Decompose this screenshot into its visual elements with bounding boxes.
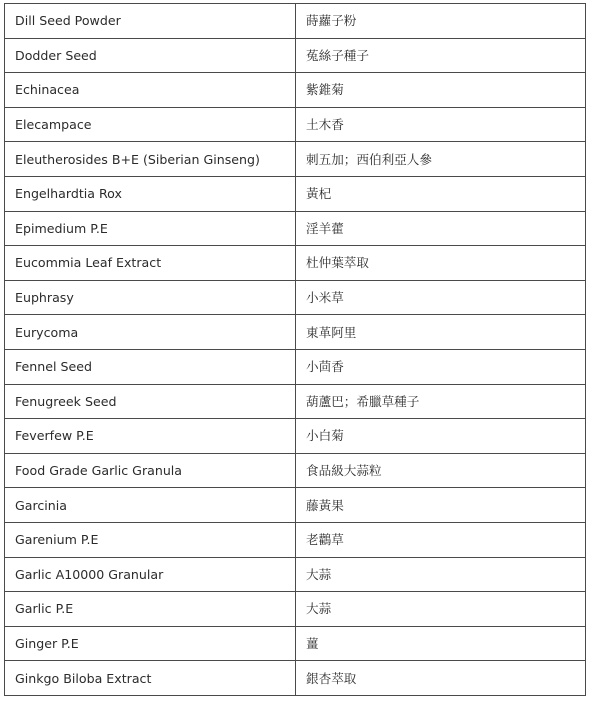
table-row	[5, 246, 586, 281]
english-name-cell: Ginkgo Biloba Extract	[5, 661, 296, 696]
herb-table-body	[5, 4, 586, 696]
english-name-cell: Elecampace	[5, 107, 296, 142]
english-name-cell: Garlic P.E	[5, 592, 296, 627]
english-name-cell: Dodder Seed	[5, 38, 296, 73]
english-name-cell: Dill Seed Powder	[5, 4, 296, 39]
chinese-name-cell: 大蒜	[296, 592, 586, 627]
english-name-cell: Feverfew P.E	[5, 419, 296, 454]
table-row	[5, 38, 586, 73]
chinese-name-cell: 葫蘆巴；希臘草種子	[296, 384, 586, 419]
english-name-cell: Eleutherosides B+E (Siberian Ginseng)	[5, 142, 296, 177]
table-row	[5, 142, 586, 177]
english-name-cell: Garcinia	[5, 488, 296, 523]
chinese-name-cell: 藤黃果	[296, 488, 586, 523]
table-row	[5, 453, 586, 488]
english-name-cell: Euphrasy	[5, 280, 296, 315]
table-row	[5, 522, 586, 557]
english-name-cell: Eurycoma	[5, 315, 296, 350]
chinese-name-cell: 銀杏萃取	[296, 661, 586, 696]
table-row	[5, 107, 586, 142]
chinese-name-cell: 食品級大蒜粒	[296, 453, 586, 488]
table-row	[5, 73, 586, 108]
chinese-name-cell: 老鸛草	[296, 522, 586, 557]
chinese-name-cell: 大蒜	[296, 557, 586, 592]
chinese-name-cell: 小米草	[296, 280, 586, 315]
english-name-cell: Eucommia Leaf Extract	[5, 246, 296, 281]
english-name-cell: Garlic A10000 Granular	[5, 557, 296, 592]
table-row	[5, 488, 586, 523]
table-row	[5, 176, 586, 211]
english-name-cell: Fenugreek Seed	[5, 384, 296, 419]
chinese-name-cell: 刺五加；西伯利亞人參	[296, 142, 586, 177]
table-row	[5, 349, 586, 384]
english-name-cell: Engelhardtia Rox	[5, 176, 296, 211]
table-row	[5, 557, 586, 592]
english-name-cell: Epimedium P.E	[5, 211, 296, 246]
chinese-name-cell: 菟絲子種子	[296, 38, 586, 73]
table-row	[5, 315, 586, 350]
herb-name-table-container	[4, 3, 585, 696]
chinese-name-cell: 小白菊	[296, 419, 586, 454]
chinese-name-cell: 杜仲葉萃取	[296, 246, 586, 281]
chinese-name-cell: 東革阿里	[296, 315, 586, 350]
table-row	[5, 211, 586, 246]
table-row	[5, 419, 586, 454]
chinese-name-cell: 蒔蘿子粉	[296, 4, 586, 39]
table-row	[5, 626, 586, 661]
chinese-name-cell: 黃杞	[296, 176, 586, 211]
table-row	[5, 4, 586, 39]
chinese-name-cell: 淫羊藿	[296, 211, 586, 246]
table-row	[5, 384, 586, 419]
table-row	[5, 661, 586, 696]
english-name-cell: Fennel Seed	[5, 349, 296, 384]
chinese-name-cell: 紫錐菊	[296, 73, 586, 108]
english-name-cell: Food Grade Garlic Granula	[5, 453, 296, 488]
table-row	[5, 280, 586, 315]
herb-name-table	[4, 3, 586, 696]
chinese-name-cell: 小茴香	[296, 349, 586, 384]
english-name-cell: Ginger P.E	[5, 626, 296, 661]
english-name-cell: Garenium P.E	[5, 522, 296, 557]
chinese-name-cell: 土木香	[296, 107, 586, 142]
table-row	[5, 592, 586, 627]
english-name-cell: Echinacea	[5, 73, 296, 108]
chinese-name-cell: 薑	[296, 626, 586, 661]
